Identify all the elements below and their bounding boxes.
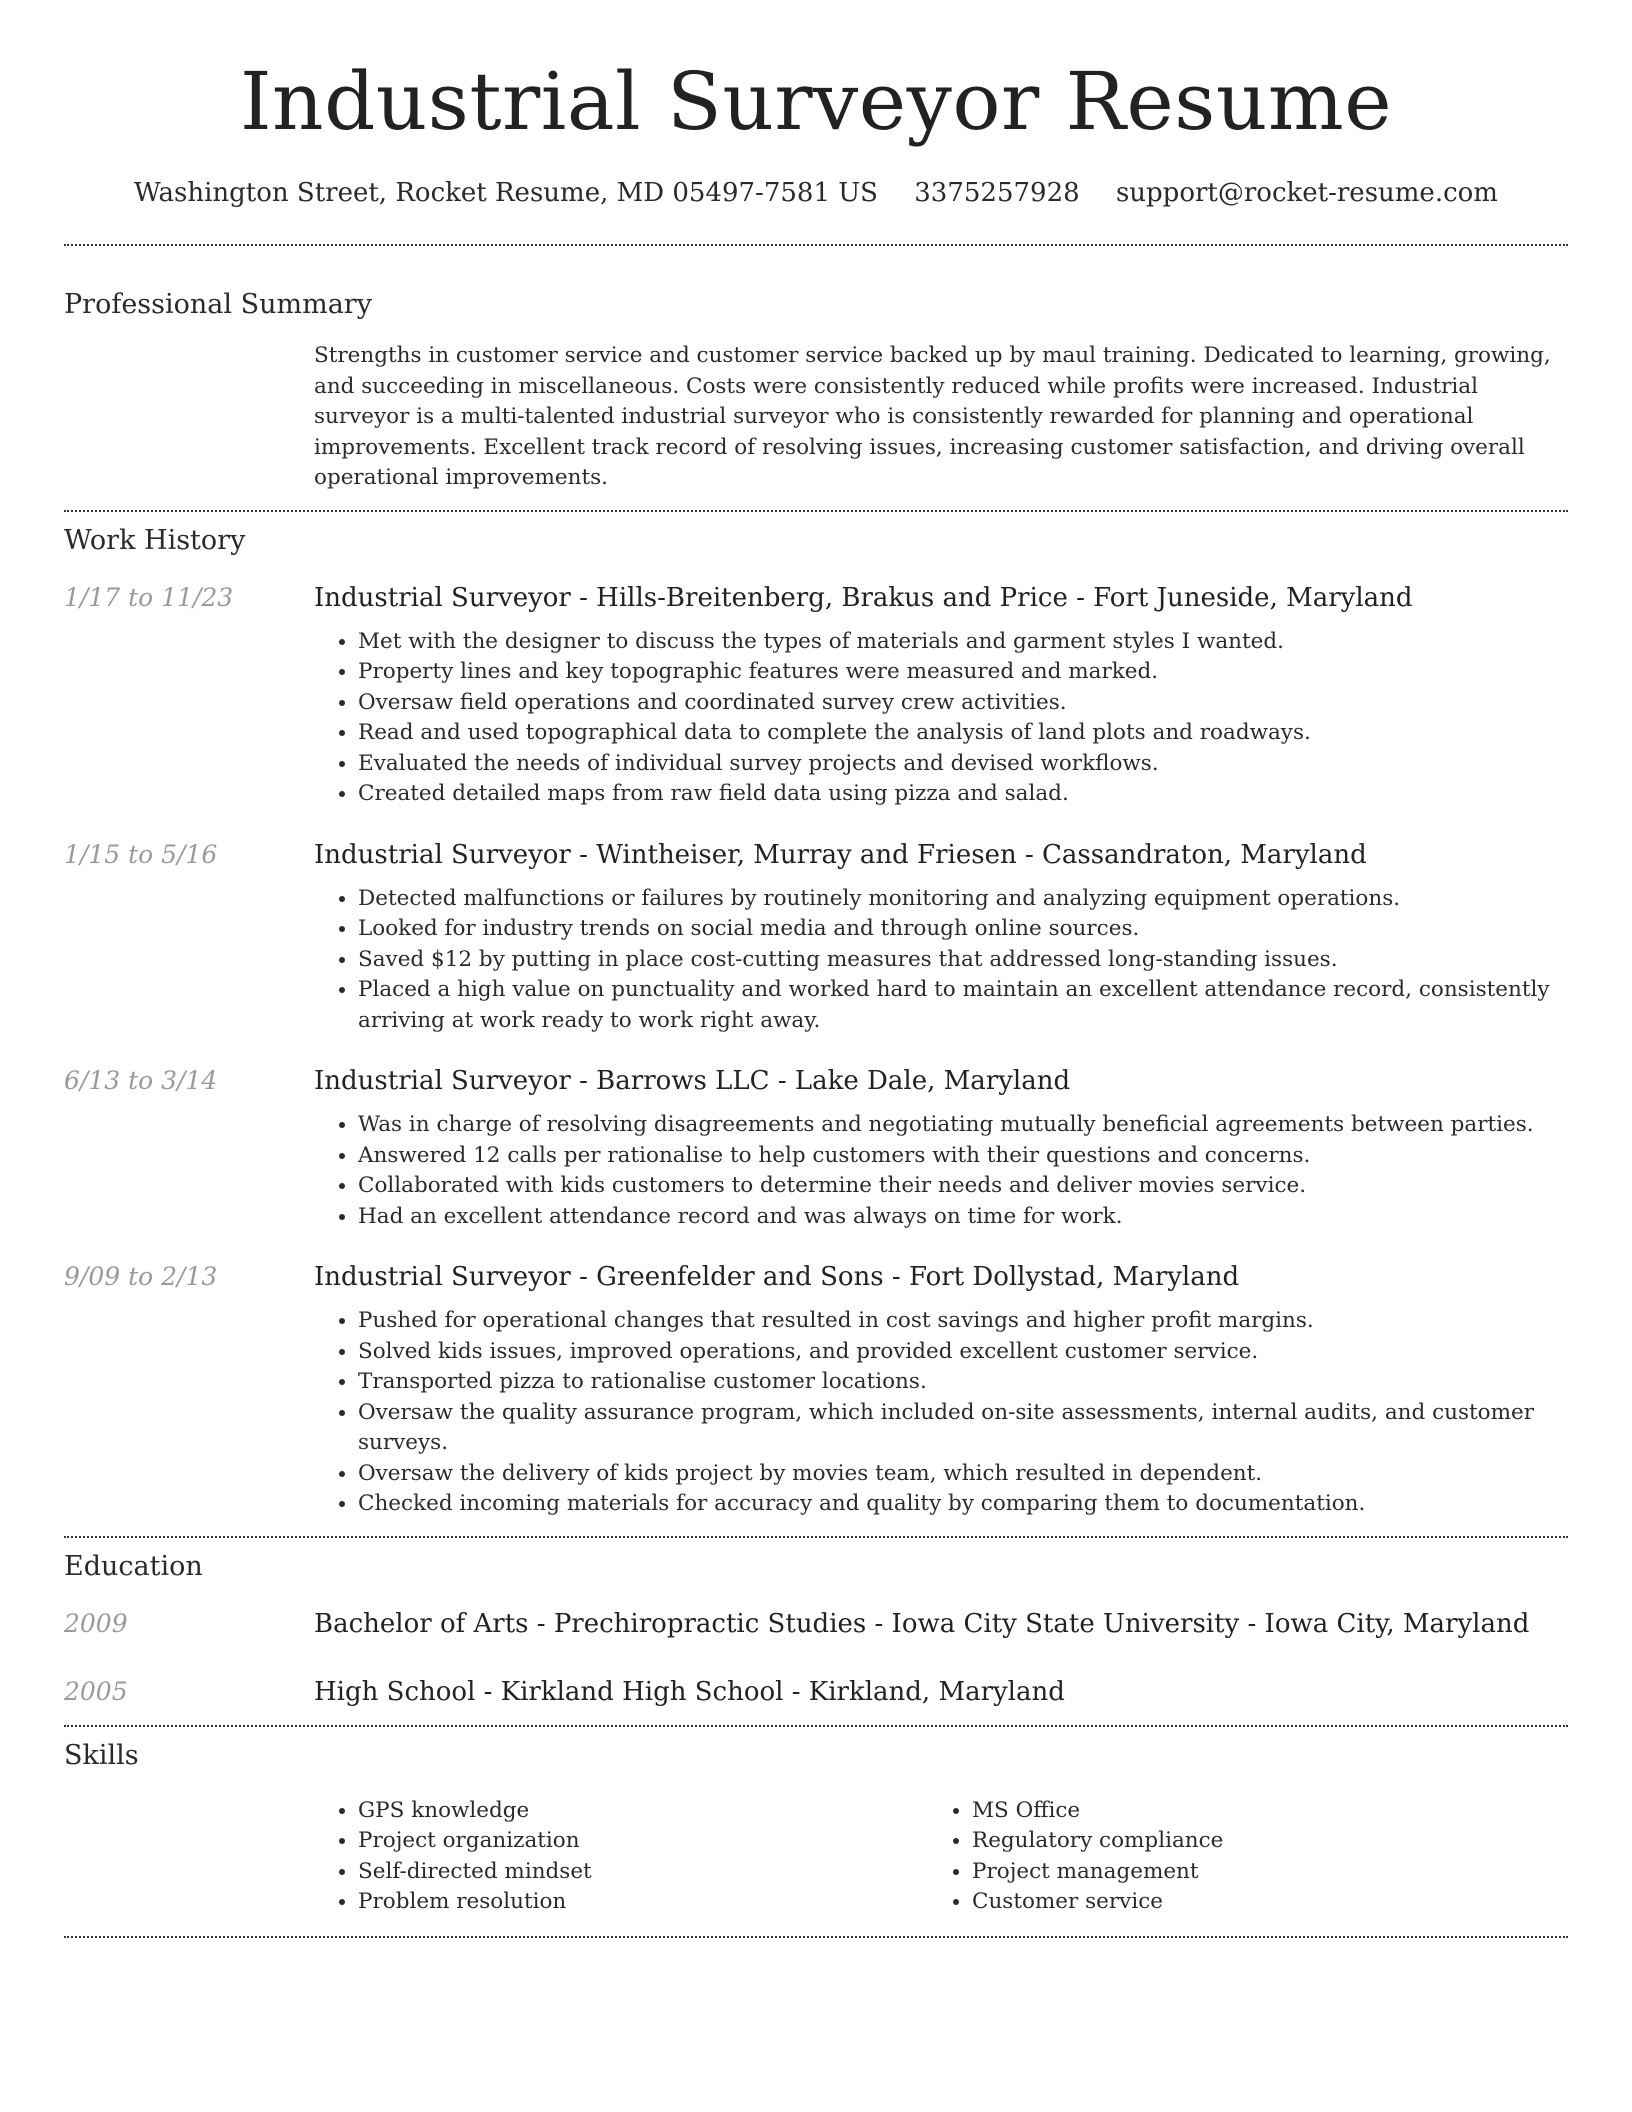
section-heading: Work History — [64, 524, 246, 556]
education-year: 2005 — [64, 1676, 128, 1706]
skills-grid — [314, 1796, 1568, 1918]
divider — [64, 1936, 1568, 1938]
job-title: Industrial Surveyor - Wintheiser, Murray and Friesen - Cassandraton, Maryland — [314, 839, 1367, 870]
resume-page — [64, 0, 1568, 1938]
job-dates: 1/17 to 11/23 — [64, 582, 234, 612]
divider — [64, 1725, 1568, 1727]
list-item: • Self-directed mindset — [358, 1857, 928, 1888]
summary-section — [64, 288, 1568, 494]
job-bullets — [314, 1110, 1568, 1232]
contact-email: support@rocket-resume.com — [1115, 178, 1498, 208]
list-item: • GPS knowledge — [358, 1796, 928, 1827]
list-item: • Transported pizza to rationalise customer locations. — [358, 1367, 1568, 1398]
job-bullets — [314, 1306, 1568, 1520]
list-item: • Was in charge of resolving disagreements and negotiating mutually beneficial agreements between parties. — [358, 1110, 1568, 1141]
job-dates: 6/13 to 3/14 — [64, 1066, 218, 1095]
list-item: • Read and used topographical data to complete the analysis of land plots and roadways. — [358, 718, 1568, 749]
list-item: • Oversaw field operations and coordinated survey crew activities. — [358, 688, 1568, 719]
section-heading: Education — [64, 1550, 203, 1582]
job-bullets — [314, 627, 1568, 810]
list-item: • Looked for industry trends on social media and through online sources. — [358, 914, 1568, 945]
list-item: • Project organization — [358, 1826, 928, 1857]
list-item: • Pushed for operational changes that resulted in cost savings and higher profit margins. — [358, 1306, 1568, 1337]
education-year: 2009 — [64, 1608, 128, 1638]
divider — [64, 510, 1568, 512]
job-entry — [64, 581, 1568, 810]
divider — [64, 244, 1568, 246]
list-item: • Met with the designer to discuss the types of materials and garment styles I wanted. — [358, 627, 1568, 658]
list-item: • Had an excellent attendance record and was always on time for work. — [358, 1202, 1568, 1233]
list-item: • Regulatory compliance — [972, 1826, 1542, 1857]
list-item: • Checked incoming materials for accuracy and quality by comparing them to documentation. — [358, 1489, 1568, 1520]
list-item: • Problem resolution — [358, 1887, 928, 1918]
contact-address: Washington Street, Rocket Resume, MD 05497-7581 US — [134, 178, 878, 208]
contact-phone: 3375257928 — [914, 178, 1080, 208]
list-item: • Saved $12 by putting in place cost-cutting measures that addressed long-standing issues. — [358, 945, 1568, 976]
education-text: High School - Kirkland High School - Kirkland, Maryland — [314, 1676, 1065, 1707]
section-heading: Professional Summary — [64, 289, 372, 320]
list-item: • Customer service — [972, 1887, 1542, 1918]
skills-column — [314, 1796, 928, 1918]
job-bullets — [314, 884, 1568, 1037]
contact-line — [64, 176, 1568, 210]
job-title: Industrial Surveyor - Barrows LLC - Lake Dale, Maryland — [314, 1066, 1071, 1096]
section-heading: Skills — [64, 1739, 139, 1771]
list-item: • Answered 12 calls per rationalise to help customers with their questions and concerns. — [358, 1141, 1568, 1172]
skills-column — [928, 1796, 1542, 1918]
job-dates: 9/09 to 2/13 — [64, 1262, 218, 1291]
list-item: • Oversaw the delivery of kids project by movies team, which resulted in dependent. — [358, 1459, 1568, 1490]
education-text: Bachelor of Arts - Prechiropractic Studies - Iowa City State University - Iowa City, Maryland — [314, 1608, 1530, 1639]
list-item: • Project management — [972, 1857, 1542, 1888]
list-item: • Solved kids issues, improved operations, and provided excellent customer service. — [358, 1337, 1568, 1368]
resume-title: Industrial Surveyor Resume — [239, 55, 1393, 148]
list-item: • Detected malfunctions or failures by routinely monitoring and analyzing equipment operations. — [358, 884, 1568, 915]
job-title: Industrial Surveyor - Hills-Breitenberg, Brakus and Price - Fort Juneside, Maryland — [314, 582, 1413, 613]
list-item: • Property lines and key topographic features were measured and marked. — [358, 657, 1568, 688]
list-item: • MS Office — [972, 1796, 1542, 1827]
skills-section — [64, 1739, 1568, 1918]
summary-text: Strengths in customer service and customer service backed up by maul training. Dedicated to learning, growing, and succeeding in miscellaneous. Costs were consistently reduced while profits were increased. Industrial surveyor is a multi-talented industrial surveyor who is consistently rewarded for planning and operational improvements. Excellent track record of resolving issues, increasing customer satisfaction, and driving overall operational improvements. — [314, 343, 1551, 490]
list-item: • Placed a high value on punctuality and worked hard to maintain an excellent attendance record, consistently arriving at work ready to work right away. — [358, 975, 1568, 1036]
education-entry — [64, 1675, 1568, 1709]
job-entry — [64, 1260, 1568, 1520]
job-entry — [64, 1064, 1568, 1232]
job-dates: 1/15 to 5/16 — [64, 839, 218, 869]
list-item: • Evaluated the needs of individual survey projects and devised workflows. — [358, 749, 1568, 780]
job-title: Industrial Surveyor - Greenfelder and Sons - Fort Dollystad, Maryland — [314, 1262, 1240, 1292]
list-item: • Collaborated with kids customers to determine their needs and deliver movies service. — [358, 1171, 1568, 1202]
divider — [64, 1536, 1568, 1538]
job-entry — [64, 838, 1568, 1037]
list-item: • Created detailed maps from raw field data using pizza and salad. — [358, 779, 1568, 810]
education-entry — [64, 1607, 1568, 1641]
list-item: • Oversaw the quality assurance program, which included on-site assessments, internal audits, and customer surveys. — [358, 1398, 1568, 1459]
work-history-section — [64, 524, 1568, 1520]
education-section — [64, 1550, 1568, 1709]
